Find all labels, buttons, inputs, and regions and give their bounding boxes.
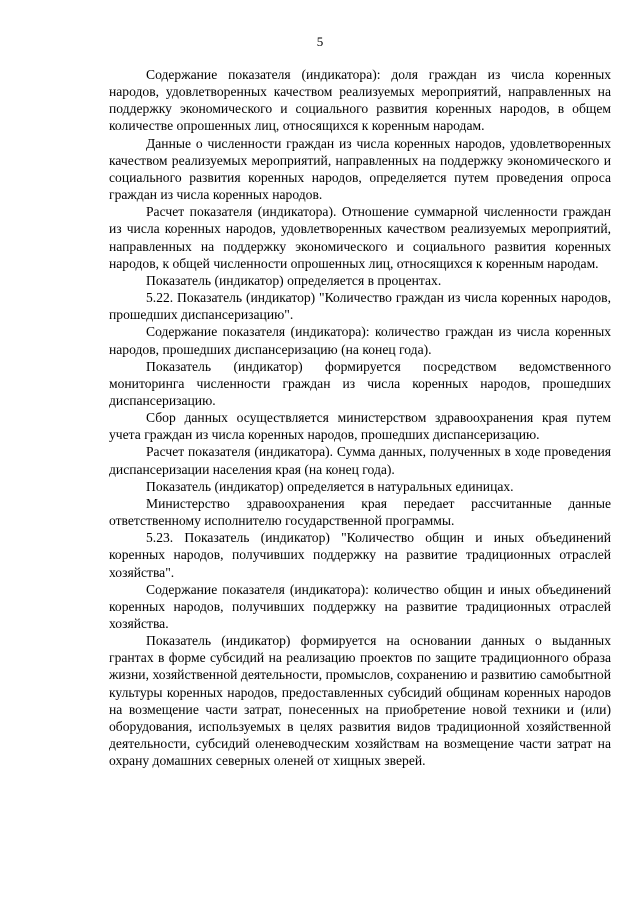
paragraph-5-22-content: Содержание показателя (индикатора): количество граждан из числа коренных народов, прошедших диспансеризацию (на конец года). xyxy=(109,324,611,357)
paragraph-5-22-formation: Показатель (индикатор) формируется посредством ведомственного мониторинга численности граждан из числа коренных народов, прошедших диспансеризацию. xyxy=(109,358,611,408)
paragraph-unit-percent: Показатель (индикатор) определяется в процентах. xyxy=(146,272,442,288)
paragraph-5-22-calculation: Расчет показателя (индикатора). Сумма данных, полученных в ходе проведения диспансеризации населения края (на конец года). xyxy=(109,444,611,477)
paragraph-5-22-collection: Сбор данных осуществляется министерством здравоохранения края путем учета граждан из числа коренных народов, прошедших диспансеризацию. xyxy=(109,410,611,443)
paragraph-data-source: Данные о численности граждан из числа коренных народов, удовлетворенных качеством реализуемых мероприятий, направленных на поддержку экономического и социального развития коренных народов, определяется путем проведения опроса граждан из числа коренных народов. xyxy=(109,135,611,203)
paragraph-calculation: Расчет показателя (индикатора). Отношение суммарной численности граждан из числа коренных народов, удовлетворенных качеством реализуемых мероприятий, направленных на поддержку экономического и социального развития коренных народов, к общей численности опрошенных лиц, относящихся к коренным народам. xyxy=(109,204,611,271)
paragraph-5-23-formation: Показатель (индикатор) формируется на основании данных о выданных грантах в форме субсидий на реализацию проектов по защите традиционного образа жизни, хозяйственной деятельности, промыслов, сохранению и развитию самобытной культуры коренных народов, предоставленных субсидий общинам коренных народов на возмещение части затрат, понесенных на приобретение новой техники и (или) оборудования, используемых в целях развития видов традиционной хозяйственной деятельности, субсидий оленеводческим хозяйствам на возмещение части затрат на охрану домашних северных оленей от хищных зверей. xyxy=(109,633,611,769)
page-number: 5 xyxy=(316,34,324,49)
paragraph-5-22-transfer: Министерство здравоохранения края передает рассчитанные данные ответственному исполнителю государственной программы. xyxy=(109,495,611,529)
paragraph-5-23-content: Содержание показателя (индикатора): количество общин и иных объединений коренных народов, получивших поддержку на развитие традиционных отраслей хозяйства. xyxy=(109,581,611,631)
paragraph-section-5-22: 5.22. Показатель (индикатор) "Количество граждан из числа коренных народов, прошедших диспансеризацию". xyxy=(109,290,611,323)
paragraph-section-5-23: 5.23. Показатель (индикатор) "Количество общин и иных объединений коренных народов, получивших поддержку на развитие традиционных отраслей хозяйства". xyxy=(109,530,611,580)
paragraph-5-22-unit: Показатель (индикатор) определяется в натуральных единицах. xyxy=(146,478,514,494)
paragraph-indicator-content: Содержание показателя (индикатора): доля граждан из числа коренных народов, удовлетворенных качеством реализуемых мероприятий, направленных на поддержку экономического и социального развития коренных народов, в общем количестве опрошенных лиц, относящихся к коренным народам. xyxy=(109,67,611,134)
page-body xyxy=(109,66,611,769)
